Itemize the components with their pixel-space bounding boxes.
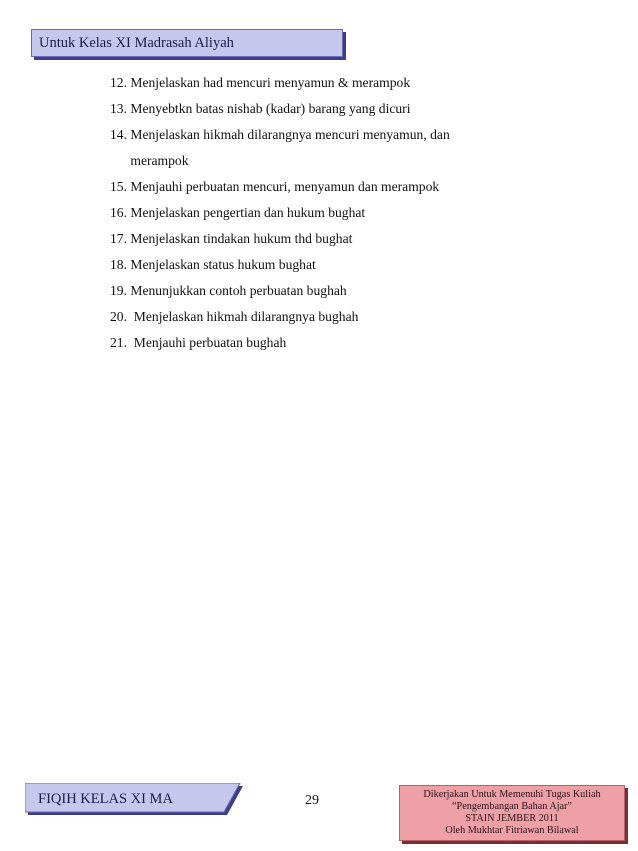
- objective-item: 17. Menjelaskan tindakan hukum thd bughat: [110, 231, 353, 246]
- objective-item: 19. Menunjukkan contoh perbuatan bughah: [110, 283, 347, 298]
- credit-line: Dikerjakan Untuk Memenuhi Tugas Kuliah: [423, 789, 601, 800]
- credit-line: “Pengembangan Bahan Ajar”: [452, 801, 572, 812]
- objective-item: 20. Menjelaskan hikmah dilarangnya bughah: [110, 309, 359, 324]
- footer-subject-banner: [25, 783, 243, 815]
- credit-line: Oleh Mukhtar Fitriawan Bilawal: [445, 825, 579, 836]
- credit-line: STAIN JEMBER 2011: [465, 813, 559, 824]
- objective-item: 15. Menjauhi perbuatan mencuri, menyamun dan merampok: [110, 179, 440, 194]
- objective-item: 12. Menjelaskan had mencuri menyamun & merampok: [110, 75, 411, 90]
- objective-item: 21. Menjauhi perbuatan bughah: [110, 335, 287, 350]
- header-title: Untuk Kelas XI Madrasah Aliyah: [39, 35, 234, 51]
- objective-item: merampok: [110, 153, 189, 168]
- objective-item: 18. Menjelaskan status hukum bughat: [110, 257, 316, 272]
- objective-item: 14. Menjelaskan hikmah dilarangnya mencuri menyamun, dan: [110, 127, 450, 142]
- page-number: 29: [305, 793, 319, 808]
- footer-subject: FIQIH KELAS XI MA: [38, 791, 173, 807]
- objective-list: [110, 70, 530, 356]
- footer-credit-box: [399, 785, 625, 841]
- header-banner: [31, 29, 343, 57]
- objective-item: 13. Menyebtkn batas nishab (kadar) barang yang dicuri: [110, 101, 411, 116]
- objective-item: 16. Menjelaskan pengertian dan hukum bughat: [110, 205, 366, 220]
